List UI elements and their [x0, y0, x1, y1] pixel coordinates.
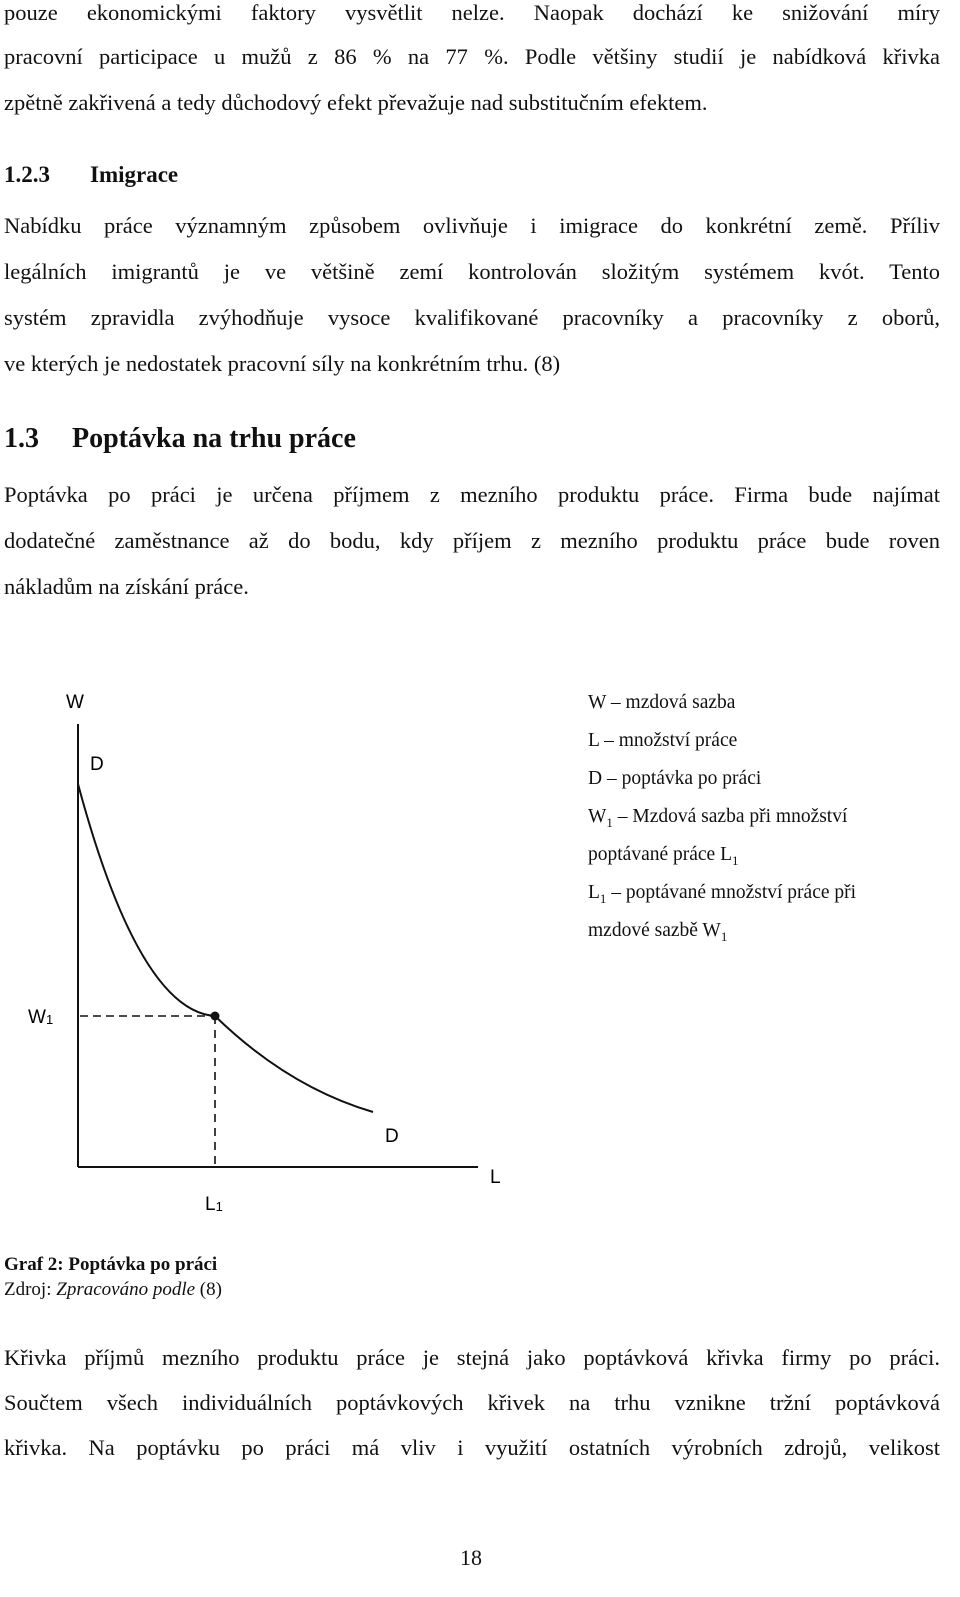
text-line: Součtem všech individuálních poptávkových křivek na trhu vznikne tržní poptávková [4, 1390, 940, 1415]
legend-subscript: 1 [599, 890, 607, 906]
section-number: 1.2.3 [4, 162, 50, 187]
legend-text: mzdové sazbě W [588, 920, 721, 941]
equilibrium-point [211, 1012, 220, 1021]
legend-l1-line2 [588, 920, 727, 948]
legend-w1-line2 [588, 844, 739, 872]
text-line: pracovní participace u mužů z 86 % na 77 %. Podle většiny studií je nabídková křivka [4, 44, 940, 69]
demand-curve [78, 784, 373, 1112]
section-number: 1.3 [4, 423, 39, 454]
text-line: dodatečné zaměstnance až do bodu, kdy příjem z mezního produktu práce bude roven [4, 528, 940, 553]
legend-text: W [588, 806, 607, 827]
legend-text: L [588, 882, 600, 903]
legend-l1-line1 [588, 882, 856, 910]
legend-d: D – poptávka po práci [588, 768, 762, 789]
section-title: Imigrace [90, 162, 179, 187]
x-axis-label: L [490, 1167, 501, 1188]
text-line: Poptávka po práci je určena příjmem z mezního produktu práce. Firma bude najímat [4, 482, 940, 507]
section-title: Poptávka na trhu práce [72, 423, 356, 454]
legend-subscript: 1 [720, 928, 728, 944]
text-line: křivka. Na poptávku po práci má vliv i využití ostatních výrobních zdrojů, velikost [4, 1435, 940, 1460]
section-heading-imigrace [4, 162, 179, 188]
text-line: legálních imigrantů je ve většině zemí kontrolován složitým systémem kvót. Tento [4, 259, 940, 284]
curve-label-bottom: D [385, 1126, 399, 1147]
text-line: systém zpravidla zvýhodňuje vysoce kvalifikované pracovníky a pracovníky z oborů, [4, 305, 940, 330]
text-line: Nabídku práce významným způsobem ovlivňuje i imigrace do konkrétní země. Příliv [4, 213, 940, 238]
legend-subscript: 1 [732, 852, 739, 868]
legend-text: – poptávané množství práce při [606, 882, 857, 903]
text-line: nákladům na získání práce. [4, 574, 249, 599]
caption-source-prefix: Zdroj: [4, 1279, 57, 1300]
l1-label: L1 [205, 1194, 223, 1215]
text-line: ve kterých je nedostatek pracovní síly na konkrétním trhu. (8) [4, 351, 561, 376]
section-heading-poptavka [4, 423, 356, 455]
text-line: Křivka příjmů mezního produktu práce je stejná jako poptávková křivka firmy po práci. [4, 1345, 940, 1370]
y-axis-label: W [66, 692, 84, 713]
legend-text: – Mzdová sazba při množství [612, 806, 848, 827]
figure-caption-title: Graf 2: Poptávka po práci [4, 1254, 218, 1275]
labor-demand-diagram [0, 680, 560, 1230]
page-number: 18 [460, 1545, 482, 1570]
figure-caption-source [4, 1279, 222, 1301]
caption-source-suffix: (8) [195, 1279, 222, 1300]
curve-label-top: D [90, 754, 104, 775]
legend-l: L – množství práce [588, 730, 738, 751]
caption-source-italic: Zpracováno podle [56, 1279, 196, 1300]
text-line: zpětně zakřivená a tedy důchodový efekt převažuje nad substitučním efektem. [4, 90, 708, 115]
legend-subscript: 1 [606, 814, 613, 830]
legend-w: W – mzdová sazba [588, 692, 736, 713]
w1-label: W1 [28, 1007, 54, 1028]
text-line: pouze ekonomickými faktory vysvětlit nelze. Naopak dochází ke snižování míry [4, 0, 940, 25]
legend-w1-line1 [588, 806, 847, 834]
legend-text: poptávané práce L [588, 844, 733, 865]
